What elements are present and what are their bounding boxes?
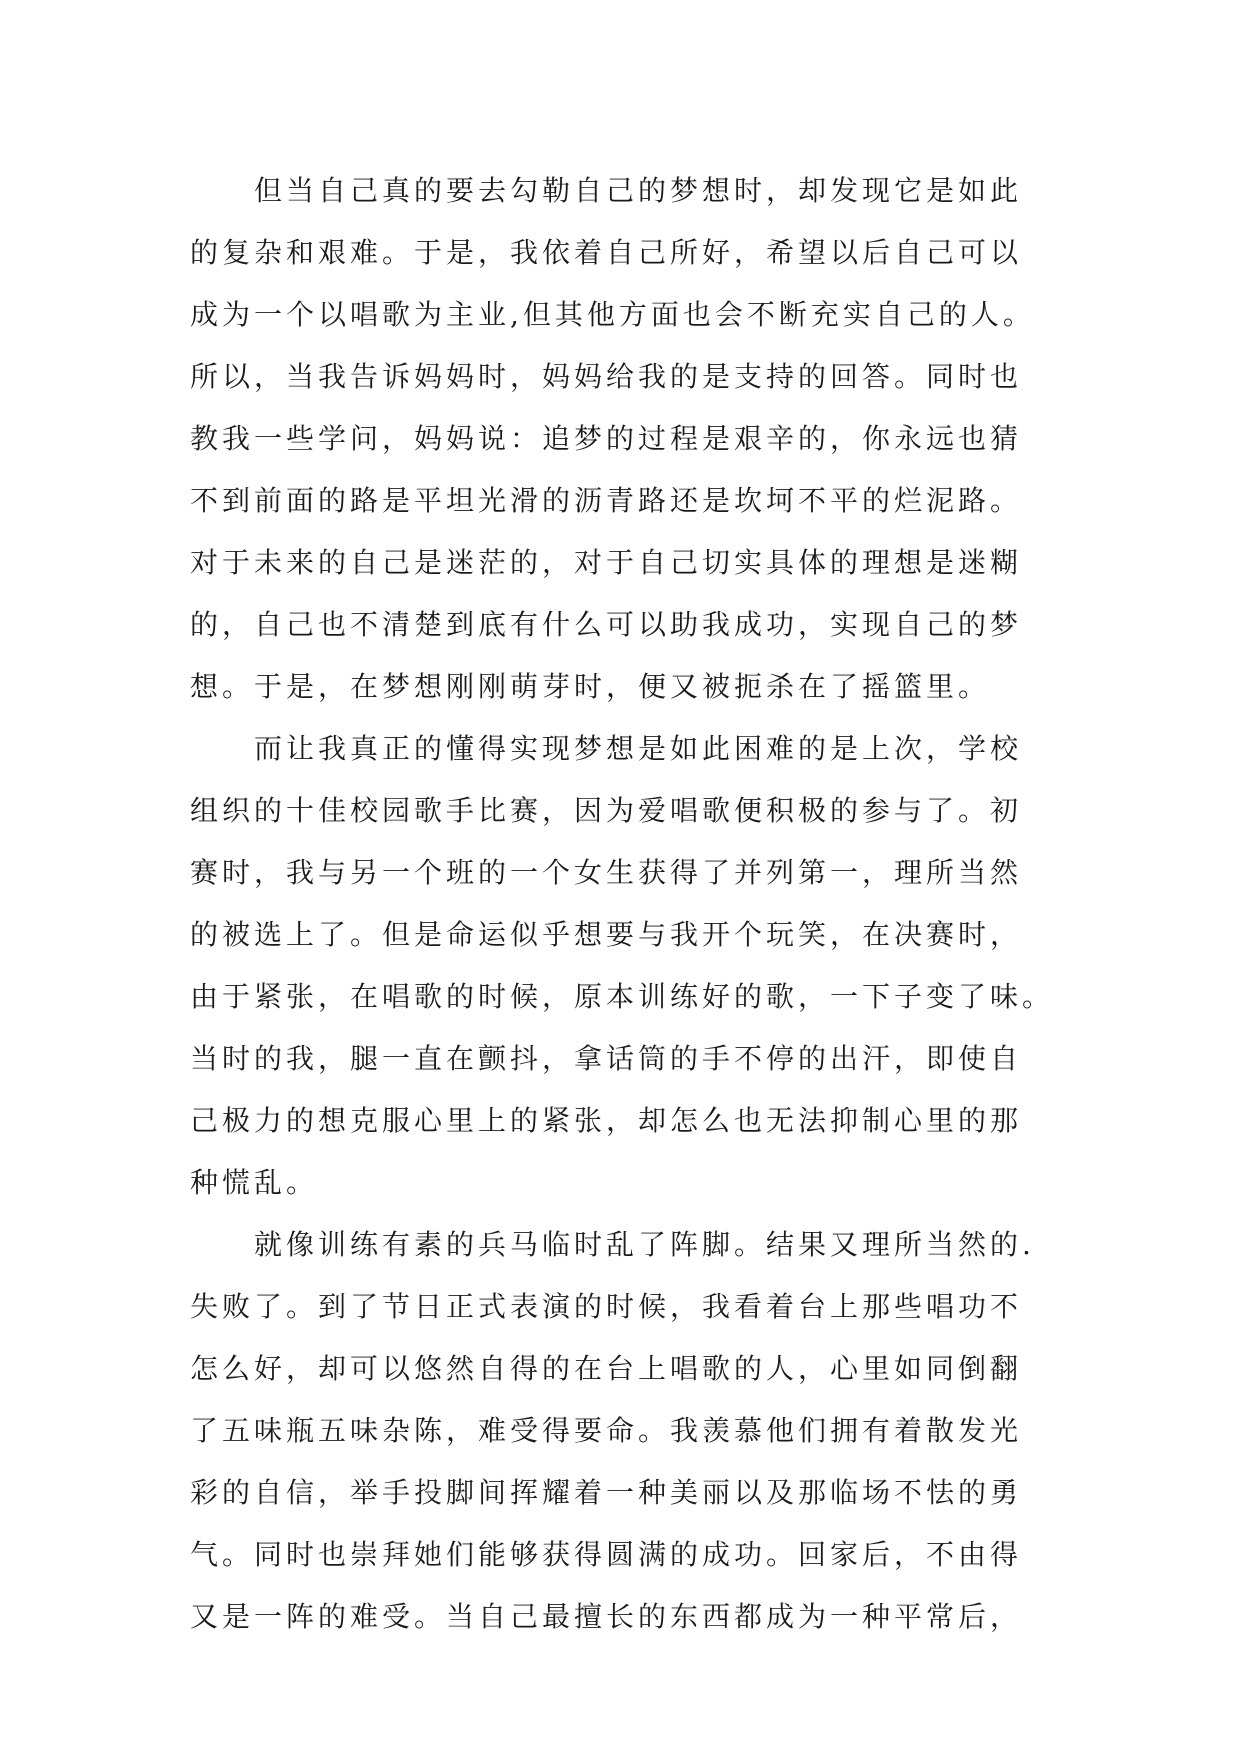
paragraph-line: 所以，当我告诉妈妈时，妈妈给我的是支持的回答。同时也 [190, 360, 1023, 393]
paragraph-line: 组织的十佳校园歌手比赛，因为爱唱歌便积极的参与了。初 [190, 794, 1023, 827]
paragraph-line: 失败了。到了节日正式表演的时候，我看着台上那些唱功不 [190, 1290, 1023, 1323]
body-text [190, 160, 1070, 1648]
paragraph-line: 己极力的想克服心里上的紧张，却怎么也无法抑制心里的那 [190, 1104, 1023, 1137]
paragraph-line: 怎么好，却可以悠然自得的在台上唱歌的人，心里如同倒翻 [190, 1352, 1023, 1385]
paragraph-line: 的，自己也不清楚到底有什么可以助我成功，实现自己的梦 [190, 608, 1023, 641]
paragraph-line: 想。于是，在梦想刚刚萌芽时，便又被扼杀在了摇篮里。 [190, 670, 991, 703]
paragraph-line: 对于未来的自己是迷茫的，对于自己切实具体的理想是迷糊 [190, 546, 1023, 579]
paragraph-line: 成为一个以唱歌为主业,但其他方面也会不断充实自己的人。 [190, 298, 1035, 331]
paragraph-line: 种慌乱。 [190, 1166, 319, 1199]
paragraph-line: 的复杂和艰难。于是，我依着自己所好，希望以后自己可以 [190, 236, 1023, 269]
paragraph-line: 当时的我，腿一直在颤抖，拿话筒的手不停的出汗，即使自 [190, 1042, 1023, 1075]
paragraph-line: 的被选上了。但是命运似乎想要与我开个玩笑，在决赛时， [190, 918, 1023, 951]
paragraph-line: 又是一阵的难受。当自己最擅长的东西都成为一种平常后， [190, 1600, 1023, 1633]
paragraph-line: 彩的自信，举手投脚间挥耀着一种美丽以及那临场不怯的勇 [190, 1476, 1023, 1509]
paragraph-line: 气。同时也崇拜她们能够获得圆满的成功。回家后，不由得 [190, 1538, 1023, 1571]
paragraph-line: 但当自己真的要去勾勒自己的梦想时，却发现它是如此 [254, 174, 1023, 207]
paragraph-line: 不到前面的路是平坦光滑的沥青路还是坎坷不平的烂泥路。 [190, 484, 1023, 517]
paragraph-line: 赛时，我与另一个班的一个女生获得了并列第一，理所当然 [190, 856, 1023, 889]
paragraph-line: 由于紧张，在唱歌的时候，原本训练好的歌，一下子变了味。 [190, 980, 1055, 1013]
paragraph-line: 就像训练有素的兵马临时乱了阵脚。结果又理所当然的. [254, 1228, 1035, 1261]
paragraph-line: 而让我真正的懂得实现梦想是如此困难的是上次，学校 [254, 732, 1023, 765]
paragraph-line: 教我一些学问，妈妈说：追梦的过程是艰辛的，你永远也猜 [190, 422, 1023, 455]
paragraph-line: 了五味瓶五味杂陈，难受得要命。我羡慕他们拥有着散发光 [190, 1414, 1023, 1447]
